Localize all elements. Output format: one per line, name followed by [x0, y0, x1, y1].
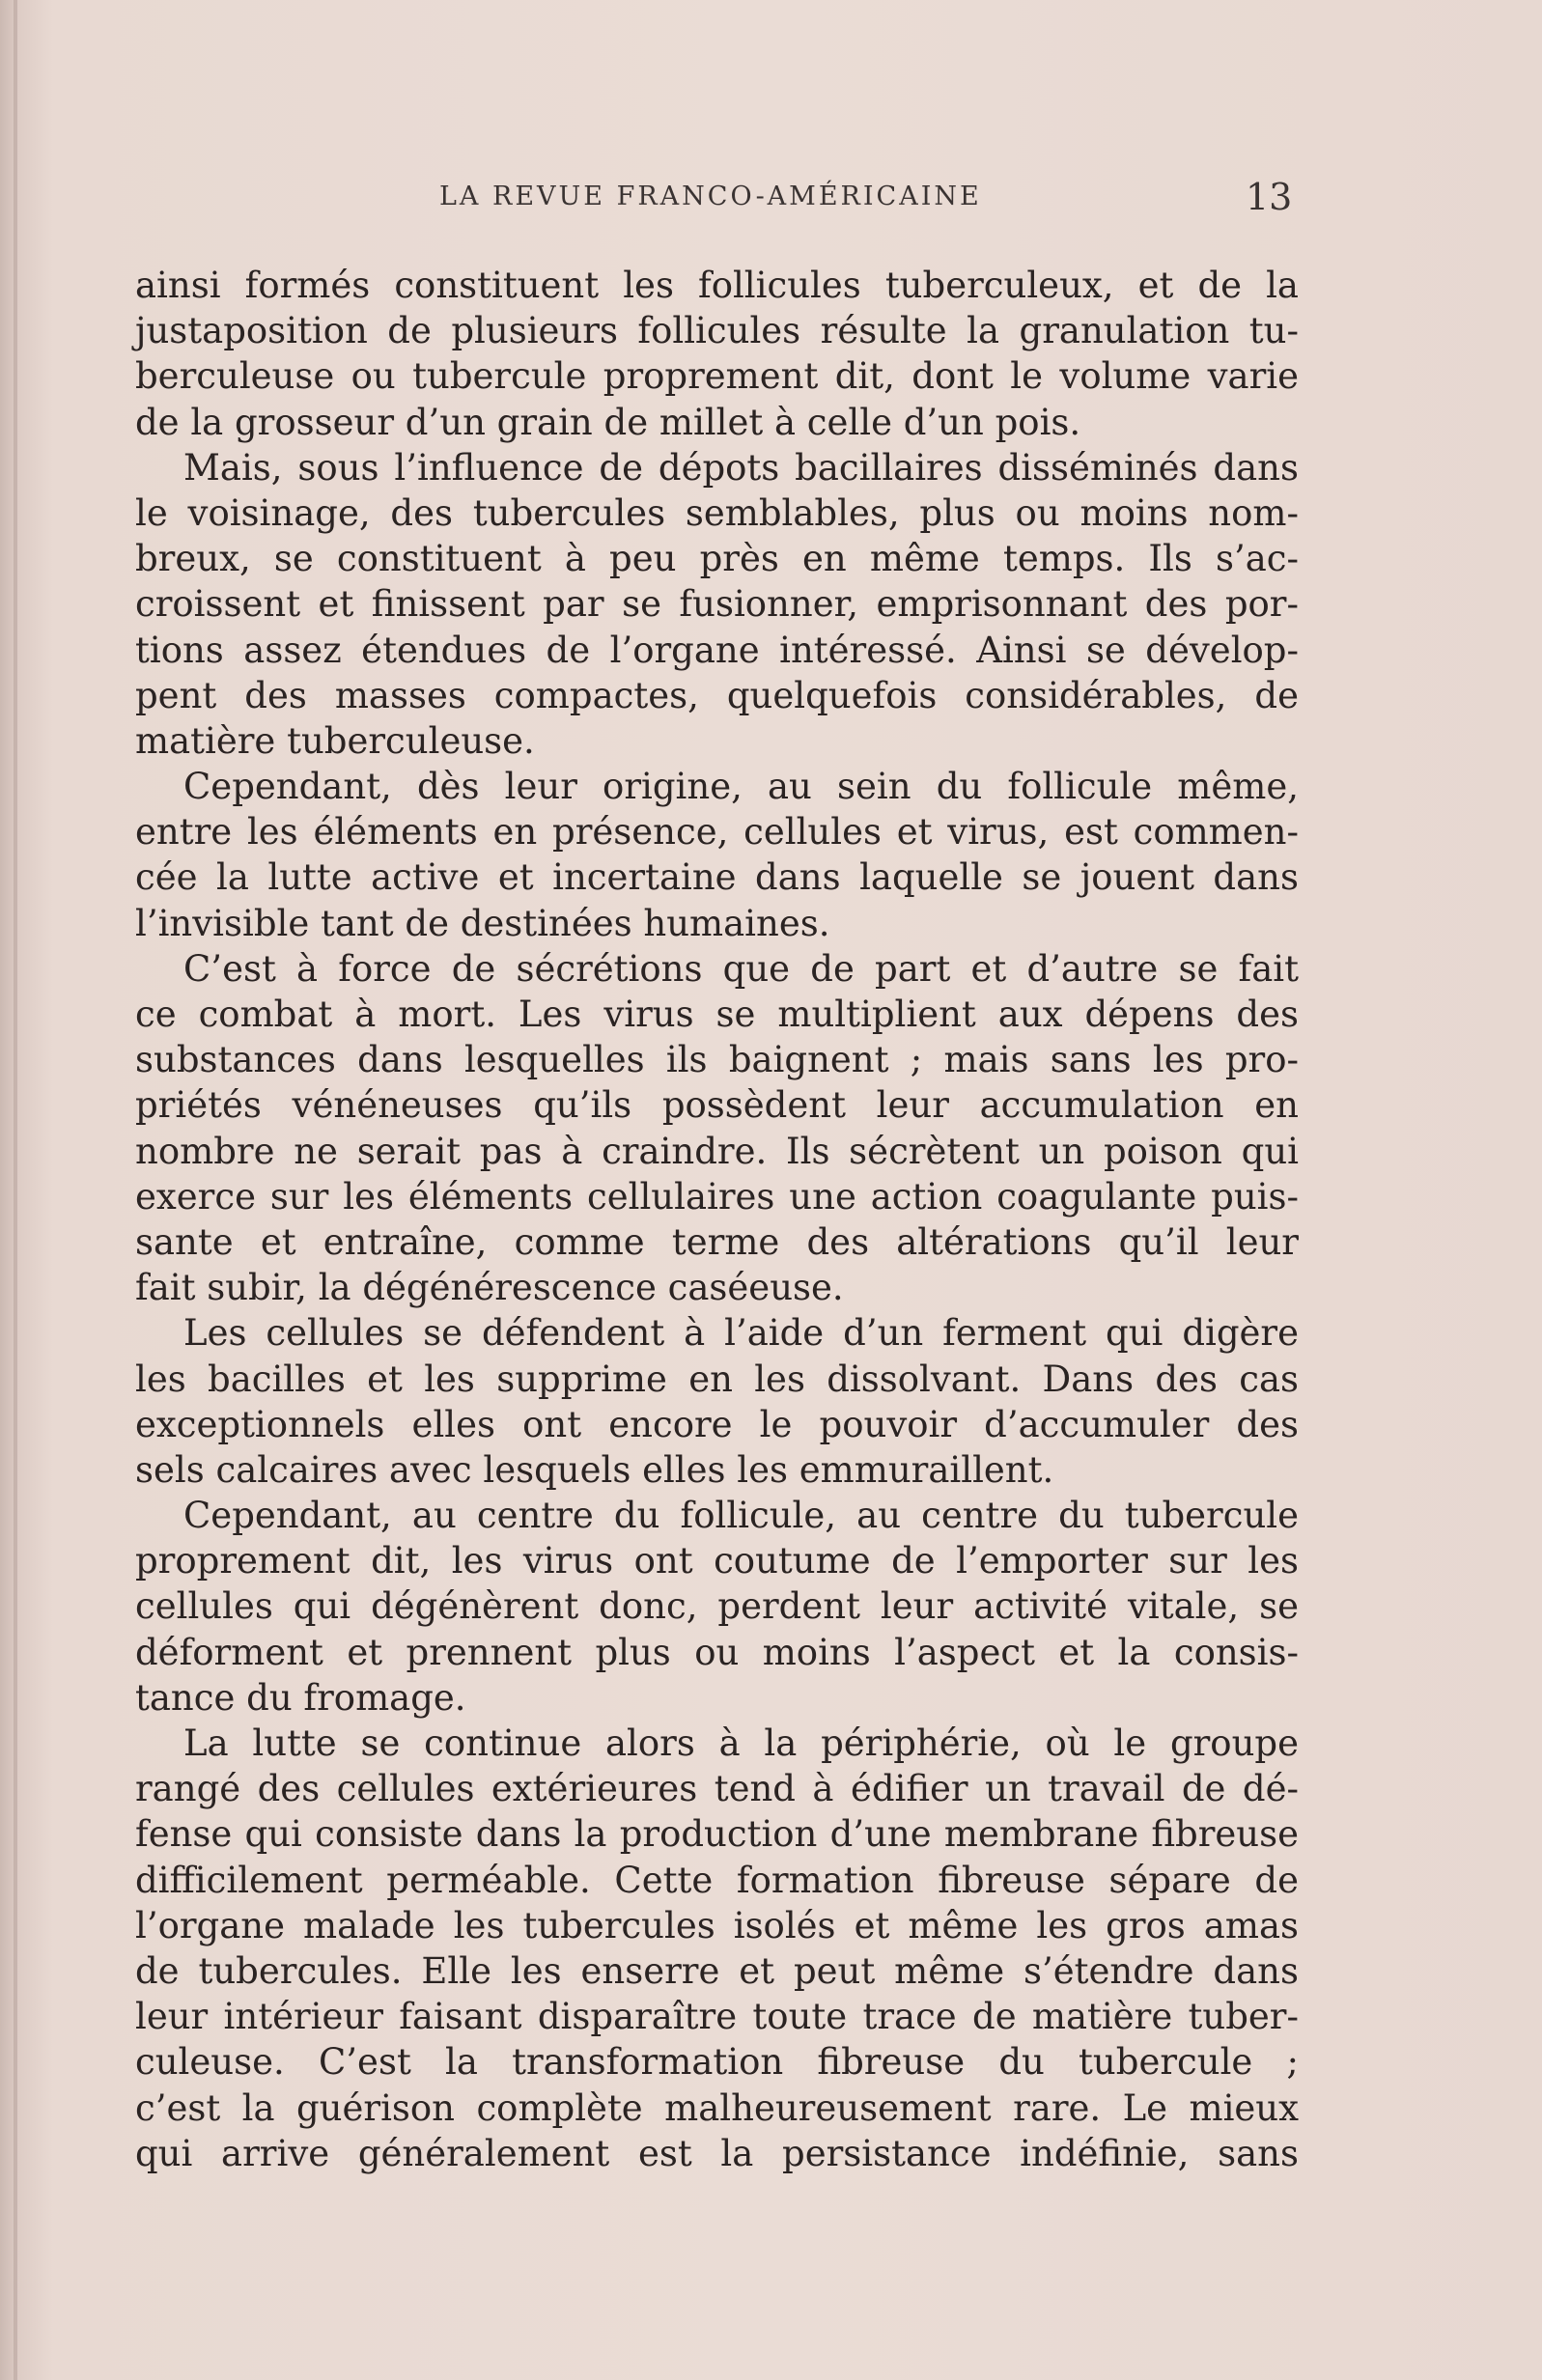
text-line: Mais, sous l’influence de dépots bacillaires disséminés dans — [183, 446, 1299, 489]
text-line: leur intérieur faisant disparaître toute trace de matière tuber- — [135, 1996, 1299, 2038]
text-line: entre les éléments en présence, cellules et virus, est commen- — [135, 811, 1299, 854]
binding-gutter — [14, 0, 17, 2380]
text-line: c’est la guérison complète malheureusement rare. Le mieux — [135, 2086, 1299, 2129]
text-line: berculeuse ou tubercule proprement dit, dont le volume varie — [135, 355, 1299, 398]
text-line: cée la lutte active et incertaine dans laquelle se jouent dans — [135, 856, 1299, 899]
text-line: exceptionnels elles ont encore le pouvoir d’accumuler des — [135, 1403, 1299, 1445]
text-line: nombre ne serait pas à craindre. Ils sécrètent un poison qui — [135, 1130, 1299, 1172]
text-line: matière tuberculeuse. — [135, 719, 535, 762]
text-line: sante et entraîne, comme terme des altérations qu’il leur — [135, 1220, 1299, 1263]
text-line: l’organe malade les tubercules isolés et même les gros amas — [135, 1904, 1299, 1946]
text-line: breux, se constituent à peu près en même temps. Ils s’ac- — [135, 538, 1299, 580]
text-line: cellules qui dégénèrent donc, perdent leur activité vitale, se — [135, 1585, 1299, 1628]
text-line: rangé des cellules extérieures tend à édifier un travail de dé- — [135, 1768, 1299, 1810]
text-line: qui arrive généralement est la persistance indéfinie, sans — [135, 2132, 1299, 2174]
text-line: culeuse. C’est la transformation fibreuse du tubercule ; — [135, 2041, 1299, 2084]
text-line: de tubercules. Elle les enserre et peut même s’étendre dans — [135, 1949, 1299, 1992]
text-line: exerce sur les éléments cellulaires une action coagulante puis- — [135, 1175, 1299, 1218]
text-line: de la grosseur d’un grain de millet à celle d’un pois. — [135, 401, 1081, 443]
text-line: Cependant, au centre du follicule, au centre du tubercule — [183, 1495, 1299, 1537]
text-line: fait subir, la dégénérescence caséeuse. — [135, 1267, 844, 1309]
text-line: proprement dit, les virus ont coutume de l’emporter sur les — [135, 1540, 1299, 1582]
text-line: Cependant, dès leur origine, au sein du follicule même, — [183, 766, 1299, 808]
text-line: ce combat à mort. Les virus se multiplient aux dépens des — [135, 994, 1299, 1035]
text-line: pent des masses compactes, quelquefois considérables, de — [135, 674, 1299, 716]
text-line: justaposition de plusieurs follicules résulte la granulation tu- — [135, 310, 1299, 352]
text-line: difficilement perméable. Cette formation fibreuse sépare de — [135, 1859, 1299, 1901]
text-line: le voisinage, des tubercules semblables, plus ou moins nom- — [135, 491, 1299, 534]
text-line: croissent et finissent par se fusionner, emprisonnant des por- — [135, 583, 1299, 626]
text-line: sels calcaires avec lesquels elles les emmuraillent. — [135, 1448, 1054, 1491]
text-line: priétés vénéneuses qu’ils possèdent leur accumulation en — [135, 1084, 1299, 1127]
text-line: les bacilles et les supprime en les dissolvant. Dans des cas — [135, 1358, 1299, 1400]
text-line: C’est à force de sécrétions que de part et d’autre se fait — [183, 947, 1299, 990]
text-line: Les cellules se défendent à l’aide d’un ferment qui digère — [183, 1312, 1299, 1355]
running-title: LA REVUE FRANCO-AMÉRICAINE — [439, 182, 982, 211]
body-text — [135, 263, 1299, 2176]
text-line: substances dans lesquelles ils baignent ; mais sans les pro- — [135, 1039, 1299, 1081]
text-line: l’invisible tant de destinées humaines. — [135, 902, 830, 944]
page-header — [0, 176, 1542, 224]
page-number: 13 — [1246, 176, 1293, 218]
text-line: ainsi formés constituent les follicules tuberculeux, et de la — [135, 265, 1299, 306]
text-line: tions assez étendues de l’organe intéressé. Ainsi se dévelop- — [135, 629, 1299, 671]
text-line: La lutte se continue alors à la périphérie, où le groupe — [183, 1722, 1299, 1764]
text-line: tance du fromage. — [135, 1676, 466, 1719]
text-line: fense qui consiste dans la production d’une membrane fibreuse — [135, 1813, 1299, 1856]
text-line: déforment et prennent plus ou moins l’aspect et la consis- — [135, 1631, 1299, 1673]
